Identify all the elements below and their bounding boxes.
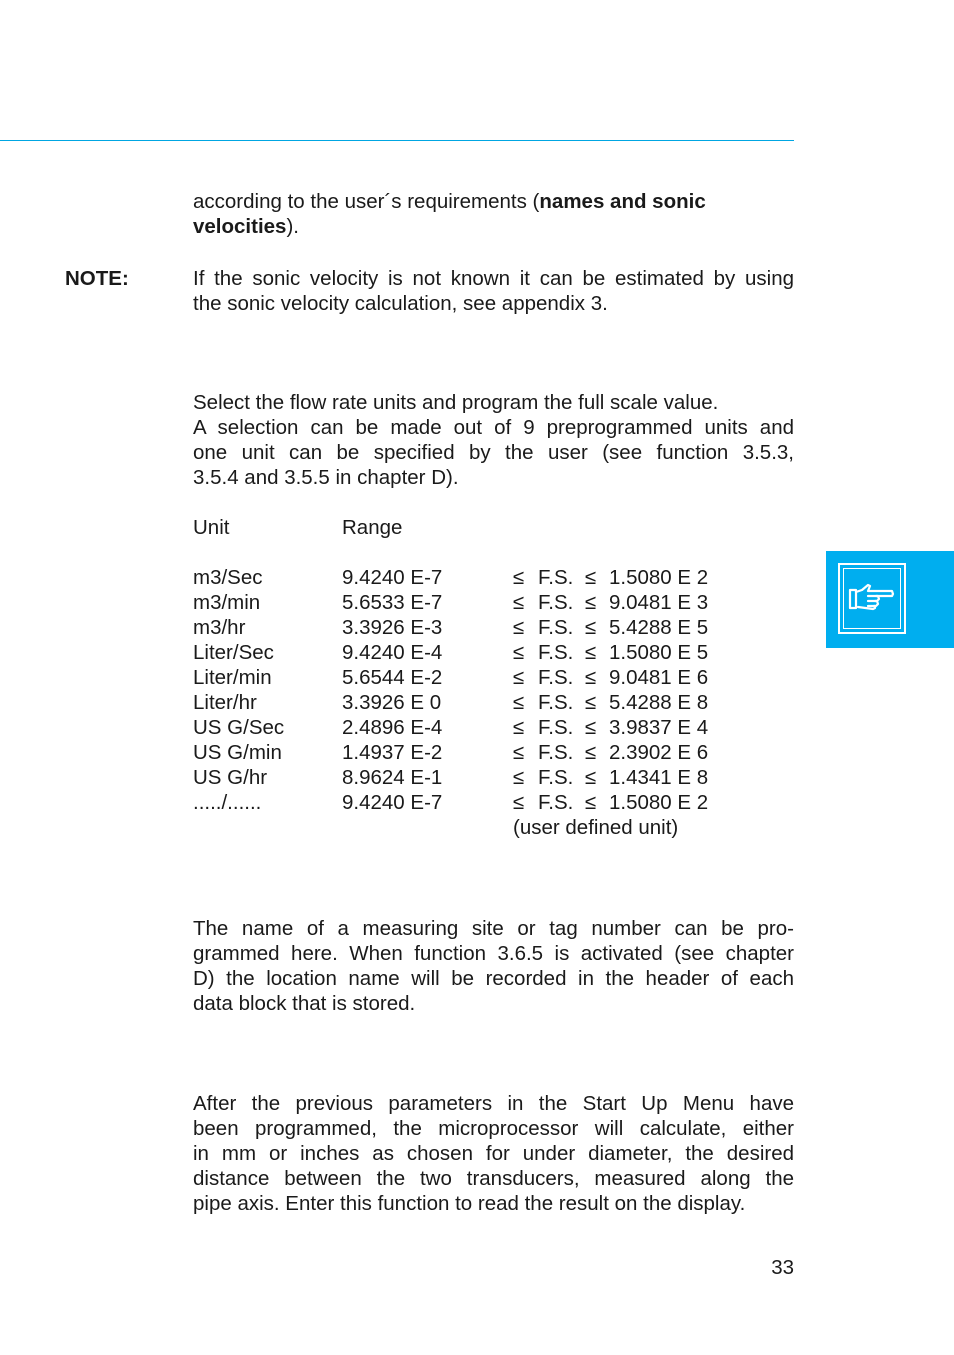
unit-cell: US G/min: [193, 741, 282, 764]
location-line: data block that is stored.: [193, 992, 416, 1015]
full-scale-label: F.S.: [538, 566, 574, 589]
less-equal-symbol: ≤: [513, 791, 525, 814]
less-equal-symbol: ≤: [585, 641, 597, 664]
range-min-cell: 5.6544 E-2: [342, 666, 443, 689]
unit-cell: US G/Sec: [193, 716, 285, 739]
range-min-cell: 5.6533 E-7: [342, 591, 443, 614]
distance-line: After the previous parameters in the Start Up Menu have: [193, 1092, 794, 1115]
range-min-cell: 3.3926 E 0: [342, 691, 442, 714]
less-equal-symbol: ≤: [585, 666, 597, 689]
pointing-hand-icon: [848, 582, 896, 612]
unit-cell: Liter/hr: [193, 691, 257, 714]
intro-text-before: according to the user´s requirements (: [193, 190, 540, 213]
user-defined-unit-note: (user defined unit): [513, 816, 679, 839]
table-header-row: [193, 515, 794, 540]
range-min-cell: 2.4896 E-4: [342, 716, 443, 739]
table-footnote-row: [193, 815, 794, 840]
less-equal-symbol: ≤: [513, 716, 525, 739]
range-min-cell: 9.4240 E-7: [342, 791, 443, 814]
flow-rate-line: 3.5.4 and 3.5.5 in chapter D).: [193, 466, 459, 489]
full-scale-label: F.S.: [538, 591, 574, 614]
location-line: D) the location name will be recorded in the header of each: [193, 967, 794, 990]
full-scale-label: F.S.: [538, 791, 574, 814]
less-equal-symbol: ≤: [513, 591, 525, 614]
intro-line: [193, 189, 794, 239]
unit-column-header: Unit: [193, 516, 230, 539]
table-row: [193, 790, 794, 815]
range-column-header: Range: [342, 516, 403, 539]
full-scale-label: F.S.: [538, 691, 574, 714]
note-paragraph: [193, 266, 794, 316]
range-max-cell: 1.5080 E 2: [609, 566, 709, 589]
table-row: [193, 640, 794, 665]
table-row: [193, 690, 794, 715]
unit-cell: ...../......: [193, 791, 262, 814]
less-equal-symbol: ≤: [585, 691, 597, 714]
less-equal-symbol: ≤: [585, 741, 597, 764]
less-equal-symbol: ≤: [513, 566, 525, 589]
less-equal-symbol: ≤: [585, 716, 597, 739]
range-min-cell: 9.4240 E-4: [342, 641, 443, 664]
full-scale-label: F.S.: [538, 716, 574, 739]
unit-cell: m3/Sec: [193, 566, 263, 589]
less-equal-symbol: ≤: [513, 641, 525, 664]
note-line: If the sonic velocity is not known it can be estimated by using: [193, 267, 794, 290]
unit-cell: US G/hr: [193, 766, 268, 789]
range-max-cell: 9.0481 E 6: [609, 666, 709, 689]
unit-cell: m3/hr: [193, 616, 246, 639]
range-max-cell: 9.0481 E 3: [609, 591, 709, 614]
range-min-cell: 3.3926 E-3: [342, 616, 443, 639]
range-max-cell: 5.4288 E 8: [609, 691, 709, 714]
table-row: [193, 715, 794, 740]
range-min-cell: 1.4937 E-2: [342, 741, 443, 764]
chapter-tab: [826, 551, 954, 648]
distance-line: in mm or inches as chosen for under diameter, the desired: [193, 1142, 794, 1165]
less-equal-symbol: ≤: [585, 791, 597, 814]
distance-line: been programmed, the microprocessor will calculate, either: [193, 1117, 794, 1140]
range-min-cell: 8.9624 E-1: [342, 766, 443, 789]
less-equal-symbol: ≤: [585, 591, 597, 614]
range-max-cell: 3.9837 E 4: [609, 716, 709, 739]
less-equal-symbol: ≤: [513, 666, 525, 689]
less-equal-symbol: ≤: [585, 566, 597, 589]
table-row: [193, 740, 794, 765]
less-equal-symbol: ≤: [585, 616, 597, 639]
table-row: [193, 590, 794, 615]
distance-line: distance between the two transducers, measured along the: [193, 1167, 794, 1190]
location-line: The name of a measuring site or tag number can be pro-: [193, 917, 794, 940]
table-body: [193, 565, 794, 815]
table-row: [193, 615, 794, 640]
flow-units-table: [193, 515, 794, 840]
page-number: 33: [771, 1256, 794, 1279]
less-equal-symbol: ≤: [513, 741, 525, 764]
flow-rate-line: one unit can be specified by the user (see function 3.5.3,: [193, 441, 794, 464]
less-equal-symbol: ≤: [513, 616, 525, 639]
tab-icon-frame: [838, 563, 906, 634]
unit-cell: Liter/Sec: [193, 641, 274, 664]
flow-rate-line: A selection can be made out of 9 preprogrammed units and: [193, 416, 794, 439]
intro-text-after: ).: [286, 215, 299, 238]
range-min-cell: 9.4240 E-7: [342, 566, 443, 589]
location-line: grammed here. When function 3.6.5 is activated (see chapter: [193, 942, 794, 965]
intro-bold-text: names and sonic velocities: [193, 190, 706, 238]
full-scale-label: F.S.: [538, 641, 574, 664]
header-rule: [0, 140, 794, 141]
full-scale-label: F.S.: [538, 766, 574, 789]
table-row: [193, 565, 794, 590]
intro-paragraph: [193, 189, 794, 239]
less-equal-symbol: ≤: [513, 691, 525, 714]
distance-line: pipe axis. Enter this function to read the result on the display.: [193, 1192, 746, 1215]
less-equal-symbol: ≤: [513, 766, 525, 789]
range-max-cell: 1.5080 E 2: [609, 791, 709, 814]
table-row: [193, 665, 794, 690]
flow-rate-line: Select the flow rate units and program the full scale value.: [193, 391, 719, 414]
full-scale-label: F.S.: [538, 616, 574, 639]
distance-paragraph: [193, 1091, 794, 1216]
range-max-cell: 2.3902 E 6: [609, 741, 709, 764]
range-max-cell: 1.5080 E 5: [609, 641, 709, 664]
note-line: the sonic velocity calculation, see appendix 3.: [193, 292, 608, 315]
flow-rate-paragraph: [193, 390, 794, 490]
range-max-cell: 1.4341 E 8: [609, 766, 709, 789]
less-equal-symbol: ≤: [585, 766, 597, 789]
full-scale-label: F.S.: [538, 741, 574, 764]
range-max-cell: 5.4288 E 5: [609, 616, 709, 639]
full-scale-label: F.S.: [538, 666, 574, 689]
note-label: NOTE:: [65, 267, 129, 290]
table-row: [193, 765, 794, 790]
table-spacer: [193, 540, 794, 565]
unit-cell: Liter/min: [193, 666, 272, 689]
location-paragraph: [193, 916, 794, 1016]
unit-cell: m3/min: [193, 591, 261, 614]
